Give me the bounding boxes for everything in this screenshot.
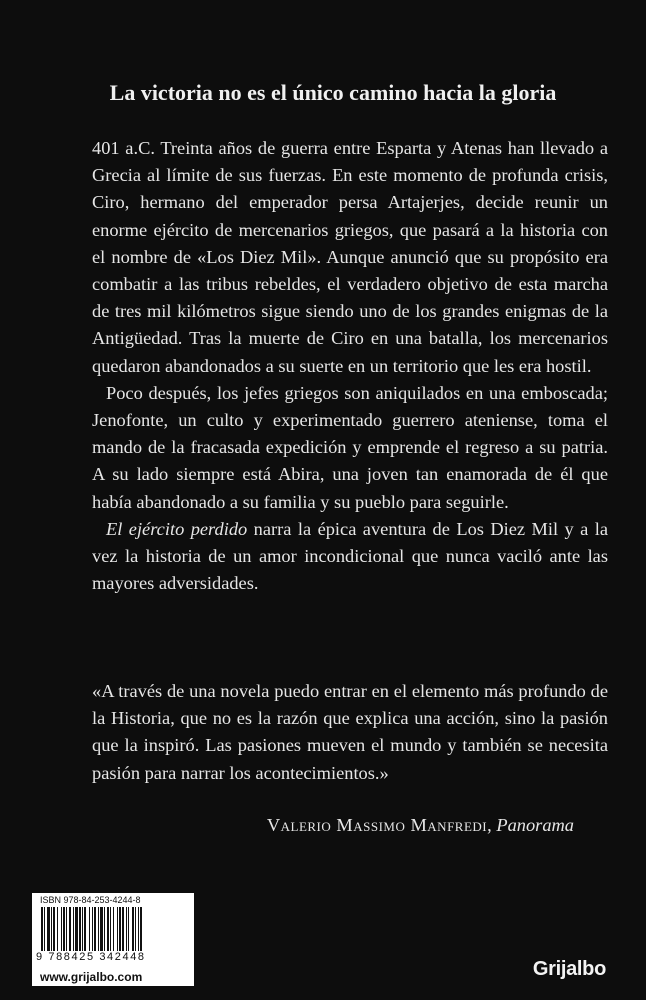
synopsis-paragraph-3 (92, 516, 608, 598)
synopsis (92, 135, 608, 597)
publisher-logo: Grijalbo (532, 958, 606, 980)
synopsis-paragraph-1: 401 a.C. Treinta años de guerra entre Esparta y Atenas han llevado a Grecia al límite de sus fuerzas. En este momento de profunda crisis, Ciro, hermano del emperador persa Artajerjes, decide reunir un enorme ejército de mercenarios griegos, que pasará a la historia con el nombre de «Los Diez Mil». Aunque anunció que su propósito era combatir a las tribus rebeldes, el verdadero objetivo de esta marcha de tres mil kilómetros sigue siendo uno de los grandes enigmas de la Antigüedad. Tras la muerte de Ciro en una batalla, los mercenarios quedaron abandonados a su suerte en un territorio que les era hostil. (92, 138, 608, 376)
synopsis-paragraph-3-text: narra la épica aventura de Los Diez Mil y a la vez la historia de un amor incondicional que nunca vaciló ante las mayores adversidades. (92, 518, 609, 594)
synopsis-paragraph-2: Poco después, los jefes griegos son aniquilados en una emboscada; Jenofonte, un culto y experimentado guerrero ateniense, toma el mando de la fracasada expedición y emprende el regreso a su patria. A su lado siempre está Abira, una joven tan enamorada de él que había abandonado a su familia y su pueblo para seguirle. (92, 382, 608, 512)
quote-author: Valerio Massimo Manfredi (266, 815, 488, 835)
quote-source: Panorama (496, 815, 574, 835)
attribution-separator: , (487, 815, 497, 835)
book-title: El ejército perdido (106, 518, 248, 539)
author-quote: «A través de una novela puedo entrar en el elemento más profundo de la Historia, que no es la razón que explica una acción, sino la pasión que la inspiró. Las pasiones mueven el mundo y también se necesita pasión para narrar los acontecimientos.» (92, 681, 608, 783)
barcode-number: 9 788425 342448 (36, 951, 146, 963)
isbn-text: ISBN 978-84-253-4244-8 (40, 895, 141, 905)
quote-attribution (267, 815, 574, 836)
headline: La victoria no es el único camino hacia la gloria (109, 80, 557, 105)
publisher-website: www.grijalbo.com (32, 968, 194, 986)
barcode-icon (40, 907, 186, 951)
